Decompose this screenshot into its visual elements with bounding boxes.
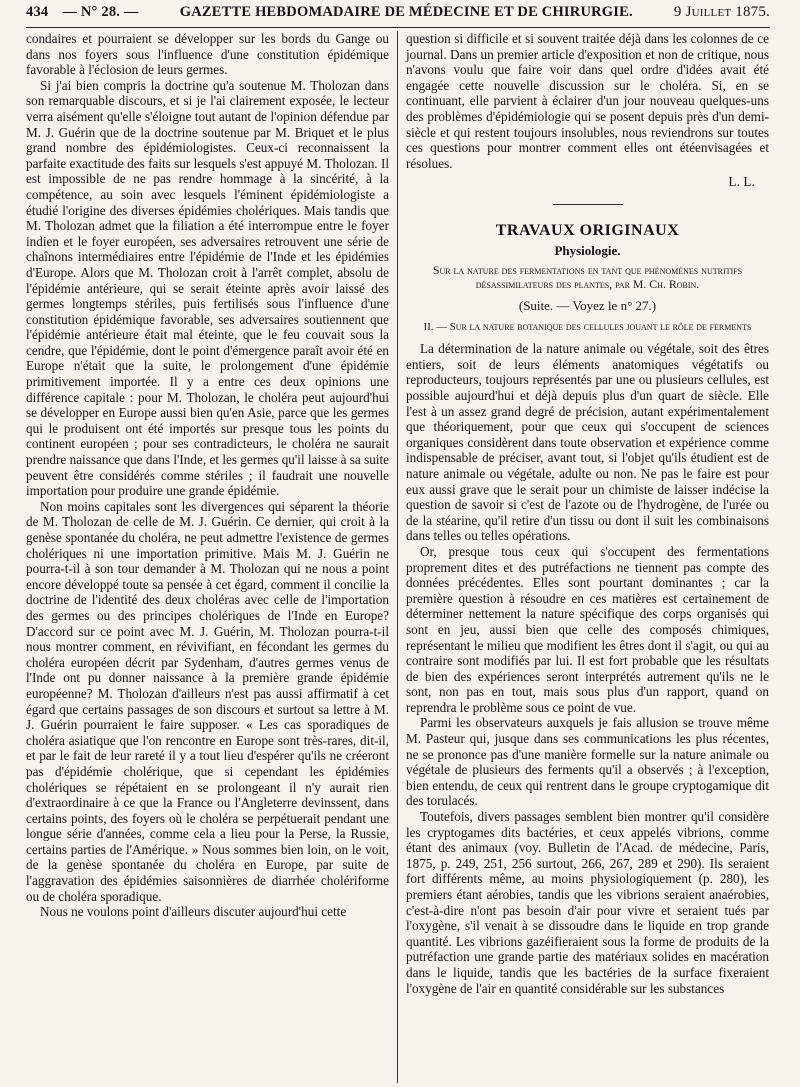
columns	[26, 31, 770, 1083]
article-title: Sur la nature des fermentations en tant que phénomènes nutritifs désassimilateurs des plantes, par M. Ch. Robin.	[432, 263, 743, 291]
page-header	[26, 0, 770, 26]
page-number: 434	[26, 4, 49, 20]
paragraph: Toutefois, divers passages semblent bien montrer qu'il considère les cryptogames dits bactéries, et ceux appelés vibrions, comme étant des animaux (voy. Bulletin de l'Acad. de médecine, Paris, 1875, p. 249, 251, 256 surtout, 266, 267, 289 et 290). Ils seraient fort différents même, au moins physiologiquement (p. 280), les premiers étant aérobies, tandis que les vibrions seraient anaérobies, c'est-à-dire n'ont pas besoin d'air pour vivre et seraient tués par l'oxygène, s'il venait à se dissoudre dans le liquide en trop grande quantité. Les vibrions gazéifieraient sous la forme de produits de la putréfaction une grande partie des matériaux solides en macération dans le liquide, tandis que les bactéries de la surface fixeraient l'oxygène de l'air en quantité considérable sur les substances	[406, 809, 769, 996]
paragraph: Nous ne voulons point d'ailleurs discuter aujourd'hui cette	[40, 904, 347, 920]
section-title: TRAVAUX ORIGINAUX	[495, 221, 680, 239]
paragraph: Or, presque tous ceux qui s'occupent des fermentations proprement dites et des putréfactions ne tiennent pas compte des données précédentes. Elles sont pourtant dominantes ; car la première question à résoudre en ces matières est certainement de déterminer nettement la nature spécifique des corps organisés qui sont en jeu, aussi bien que celle des composés chimiques, représentant le milieu que modifient les êtres dont il s'agit, ou qui au contraire sont modifiés par lui. Il est fort probable que les résultats de bien des expériences seront interprétés autrement qu'ils ne le sont, non pas en tout, mais sous plus d'un rapport, quand on reprendra le problème sous ce point de vue.	[406, 543, 769, 715]
paragraph: Non moins capitales sont les divergences qui séparent la théorie de M. Tholozan de celle de M. J. Guérin. Ce dernier, qui croit à la genèse spontanée du choléra, ne peut admettre l'existence de germes cholériques ni une importation primitive. Mais M. J. Guérin ne pourra-t-il à son tour demander à M. Tholozan qui ne nous a point encore développé toute sa pensée à cet égard, comment il concilie la doctrine de l'identité des deux choléras avec celle de l'importation des germes ou des principes cholériques de l'Inde en Europe? D'accord sur ce point avec M. J. Guérin, M. Tholozan pourra-t-il nous montrer comment, en révivifiant, en fécondant les germes du choléra européen décrit par Sydenham, d'autres germes venus de l'Inde ont pu donner naissance à la première grande épidémie européenne? M. Tholozan d'ailleurs n'est pas aussi affirmatif à cet égard que certains passages de son discours et surtout sa lettre à M. J. Guérin pourraient le faire supposer. « Les cas sporadiques de choléra asiatique que l'on rencontre en Europe sont très-rares, dit-il, et par le fait de leur rareté il y a tout lieu d'espérer qu'ils ne créeront pas d'épidémie cholérique, que si cependant les épidémies cholériques se répétaient en se prolongeant il n'y aurait rien d'extraordinaire à ce que la France ou l'Angleterre devinssent, dans certains points, des foyers où le choléra se perpétuerait pendant une longue série d'années, comme cela a lieu pour la Perse, la Russie, certains parties de l'Amérique. » Nous sommes bien loin, on le voit, de la genèse spontanée du choléra en Europe, par suite de l'aggravation des épidémies saisonnières de diarrhée cholériforme ou de choléra sporadique.	[26, 498, 389, 904]
journal-title: GAZETTE HEBDOMADAIRE DE MÉDECINE ET DE CHIRURGIE.	[179, 4, 633, 20]
paragraph: Parmi les observateurs auxquels je fais allusion se trouve même M. Pasteur qui, jusque dans ses communications les plus récentes, ne se prononce pas d'une manière formelle sur la nature animale ou végétale de plusieurs des ferments qu'il a observés ; à l'exception, bien entendu, de ceux qui rentrent dans le groupe cryptogamique dit des torulacés.	[406, 715, 769, 809]
issue-number: — N° 28. —	[62, 4, 139, 20]
header-rule	[26, 27, 770, 28]
paragraph: La détermination de la nature animale ou végétale, soit des êtres entiers, soit de leurs éléments anatomiques végétatifs ou reproducteurs, toujours représentés par une ou plusieurs cellules, est possible aujourd'hui et déjà depuis plus d'un quart de siècle. Elle l'est à un assez grand degré de précision, autant expérimentalement que théoriquement, pour que ceux qui s'occupent de sciences organiques considèrent dans toute observation et expérience comme indispensable de préciser, avant tout, si l'objet qu'ils étudient est de nature animale ou végétale, adulte ou non. Ne pas le faire est pour eux aussi grave que le serait pour un chimiste de laisser indécise la question de savoir si c'est de l'azote ou de l'hydrogène, de l'urée ou de la stéarine, qu'il retire d'un tissu ou dont il suit les combinaisons dans telles ou telles opérations.	[406, 341, 769, 544]
left-column	[26, 31, 397, 1083]
author-signature: L. L.	[728, 174, 755, 190]
header-left	[26, 4, 139, 21]
paragraph: condaires et pourraient se développer sur les bords du Gange ou dans nos foyers sous l'influence d'une constitution épidémique favorable à l'éclosion de leurs germes.	[26, 31, 389, 78]
section-subtitle: Physiologie.	[554, 242, 621, 258]
continuation-note: (Suite. — Voyez le n° 27.)	[518, 298, 657, 314]
paragraph: Si j'ai bien compris la doctrine qu'a soutenue M. Tholozan dans son remarquable discours, et si je l'ai clairement exposée, le lecteur verra aisément qu'elle s'éloigne tout autant de l'opinion défendue par M. J. Guérin que de la doctrine soutenue par M. Briquet et le plus grand nombre des épidémiologistes. Ceux-ci reconnaissent la parfaite exactitude des faits sur lesquels s'est appuyé M. Tholozan. Il est impossible de ne pas rendre hommage à la sincérité, à la compétence, au soin avec lesquels l'éminent épidémiologiste a étudié l'origine des diverses épidémies cholériques. Mais tandis que M. Tholozan admet que la filiation a été interrompue entre le foyer indien et le foyer européen, ses adversaires retrouvent une série de chaînons intermédiaires entre l'épidémie de l'Inde et les épidémies d'Europe. Alors que M. Tholozan croit à l'arrêt complet, absolu de l'épidémie antérieure, qui se serait éteinte après avoir laissé des germes longtemps stériles, puis fertilisés sous l'influence d'une constitution épidémique favorable, ses adversaires soutiennent que l'épidémie antérieure était mal éteinte, que le feu couvait sous la cendre, que l'épidémie, dont le point d'émergence paraît avoir été en Europe n'était que la suite, le prolongement d'une épidémie primitivement importée. Il y a entre ces deux opinions une différence capitale : pour M. Tholozan, le choléra peut aujourd'hui se développer en Europe aussi bien qu'en Asie, parce que les germes qui le produisent ont été importés sur presque tous les points du continent européen ; pour ses contradicteurs, le choléra ne saurait prendre naissance que dans l'Inde, et les germes qu'il laisse à sa suite peuvent être considérés comme stériles ; il faudrait une nouvelle importation pour produire une grande épidémie.	[26, 77, 389, 499]
paragraph: question si difficile et si souvent traitée déjà dans les colonnes de ce journal. Dans un premier article d'exposition et non de critique, nous n'avons voulu que faire voir dans quel ordre d'idées avait été engagée cette nouvelle discussion sur le choléra. Si, en se continuant, elle parvient à éclairer d'un jour nouveau quelques-uns des problèmes d'épidémiologie qui se posent depuis près d'un demi-siècle et qui restent toujours insolubles, nous reviendrons sur toutes ces questions pour montrer comment elles ont étéenvisagées et résolues.	[406, 31, 769, 171]
right-column	[398, 31, 769, 1083]
article-subheading: II. — Sur la nature botanique des cellules jouant le rôle de ferments	[423, 320, 752, 333]
section-divider	[553, 204, 623, 205]
issue-date: 9 Juillet 1875.	[673, 4, 770, 20]
